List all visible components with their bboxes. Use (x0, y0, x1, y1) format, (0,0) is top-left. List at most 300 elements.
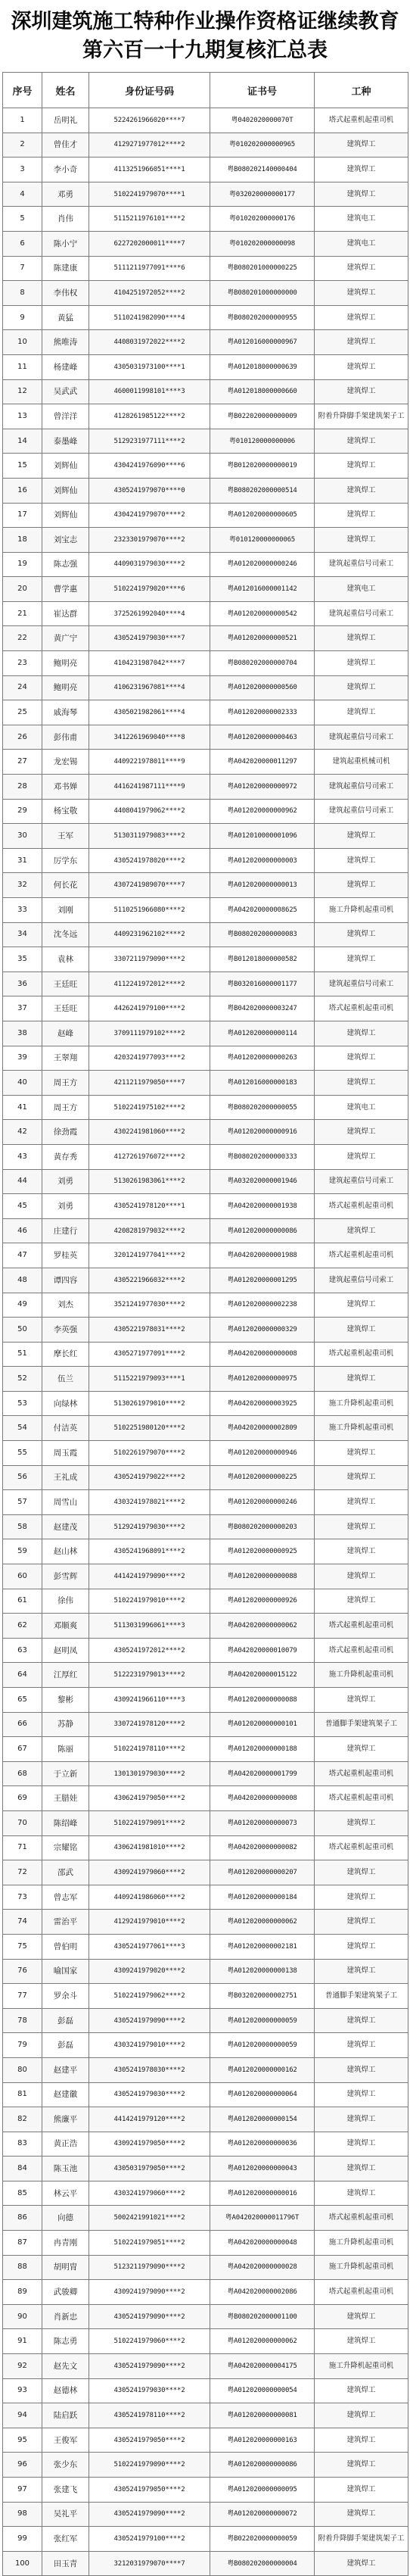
cell-job-type: 建筑焊工 (315, 1910, 408, 1935)
table-row (3, 1021, 408, 1046)
cell-certificate-number: 粤B080202000000203 (210, 1514, 315, 1539)
cell-index: 86 (3, 2206, 42, 2231)
table-row (3, 305, 408, 330)
table-row (3, 133, 408, 157)
cell-job-type: 建筑焊工 (315, 2107, 408, 2132)
table-row (3, 379, 408, 404)
cell-job-type: 建筑焊工 (315, 1885, 408, 1910)
cell-index: 70 (3, 1810, 42, 1835)
cell-job-type: 建筑焊工 (315, 1071, 408, 1096)
cell-index: 46 (3, 1218, 42, 1243)
table-row (3, 2057, 408, 2082)
cell-name: 王军 (42, 824, 89, 849)
cell-job-type: 建筑焊工 (315, 1144, 408, 1169)
table-row (3, 2181, 408, 2206)
cell-certificate-number: 粤B080202000000333 (210, 1144, 315, 1169)
cell-job-type: 建筑焊工 (315, 1737, 408, 1762)
cell-id-number: 3725261992040****4 (89, 601, 210, 626)
cell-index: 43 (3, 1144, 42, 1169)
cell-index: 55 (3, 1441, 42, 1466)
cell-index: 44 (3, 1169, 42, 1194)
cell-index: 92 (3, 2354, 42, 2379)
cell-name: 赵山林 (42, 1539, 89, 1564)
cell-id-number: 4106231967081****4 (89, 675, 210, 700)
cell-index: 22 (3, 626, 42, 651)
cell-index: 75 (3, 1934, 42, 1959)
cell-name: 熊廉平 (42, 2107, 89, 2132)
cell-id-number: 4305241968091****2 (89, 1539, 210, 1564)
cell-index: 12 (3, 379, 42, 404)
table-row (3, 1910, 408, 1935)
cell-certificate-number: 粤A012020000000605 (210, 503, 315, 528)
cell-id-number: 4600011998101****3 (89, 379, 210, 404)
table-row (3, 2231, 408, 2256)
cell-job-type: 建筑焊工 (315, 429, 408, 454)
cell-certificate-number: 粤A012020000000054 (210, 2378, 315, 2403)
cell-job-type: 建筑焊工 (315, 330, 408, 355)
cell-certificate-number: 粤A012020000000086 (210, 1218, 315, 1243)
cell-index: 19 (3, 552, 42, 577)
cell-index: 32 (3, 873, 42, 898)
table-row (3, 1614, 408, 1639)
cell-job-type: 建筑焊工 (315, 848, 408, 873)
cell-job-type: 附着升降脚手架建筑架子工 (315, 2527, 408, 2552)
cell-index: 82 (3, 2107, 42, 2132)
cell-name: 冉青刚 (42, 2231, 89, 2256)
table-row (3, 1934, 408, 1959)
cell-name: 徐伟 (42, 1589, 89, 1614)
cell-job-type: 建筑焊工 (315, 2478, 408, 2503)
table-row (3, 2378, 408, 2403)
table-row (3, 971, 408, 996)
cell-index: 72 (3, 1860, 42, 1885)
cell-certificate-number: 粤A012020000000163 (210, 2428, 315, 2453)
cell-index: 64 (3, 1663, 42, 1688)
table-row (3, 1835, 408, 1860)
cell-certificate-number: 粤A042020000015122 (210, 1663, 315, 1688)
cell-job-type: 建筑电工 (315, 231, 408, 256)
table-row (3, 996, 408, 1021)
cell-name: 向绿林 (42, 1391, 89, 1416)
cell-name: 戚海琴 (42, 700, 89, 725)
cell-job-type: 建筑焊工 (315, 1539, 408, 1564)
cell-index: 76 (3, 1959, 42, 1984)
cell-name: 李小奇 (42, 157, 89, 182)
table-row (3, 1959, 408, 1984)
cell-job-type: 建筑起重信号司索工 (315, 971, 408, 996)
cell-index: 38 (3, 1021, 42, 1046)
cell-index: 13 (3, 404, 42, 429)
cell-id-number: 4414241979090****2 (89, 1564, 210, 1589)
cell-index: 25 (3, 700, 42, 725)
cell-certificate-number: 粤A042020000000062 (210, 1614, 315, 1639)
table-row (3, 231, 408, 256)
table-row (3, 503, 408, 528)
cell-id-number: 5102251980120****2 (89, 1416, 210, 1441)
cell-name: 赵建茂 (42, 1514, 89, 1539)
table-row (3, 157, 408, 182)
title-line-2: 第六百一十九期复核汇总表 (82, 38, 328, 62)
cell-name: 李伟权 (42, 281, 89, 306)
cell-index: 67 (3, 1737, 42, 1762)
cell-index: 28 (3, 775, 42, 800)
cell-id-number: 5130261983061****2 (89, 1169, 210, 1194)
table-row (3, 1169, 408, 1194)
cell-certificate-number: 粤A042020000000048 (210, 2231, 315, 2256)
cell-index: 95 (3, 2428, 42, 2453)
cell-index: 16 (3, 478, 42, 503)
cell-index: 24 (3, 675, 42, 700)
cell-index: 2 (3, 133, 42, 157)
cell-job-type: 建筑焊工 (315, 2132, 408, 2157)
cell-certificate-number: 粤010202000000965 (210, 133, 315, 157)
cell-name: 陈志勇 (42, 2329, 89, 2354)
cell-id-number: 4305271977091****2 (89, 1342, 210, 1367)
cell-name: 曾洋洋 (42, 404, 89, 429)
cell-certificate-number: 粤A042020000008625 (210, 898, 315, 923)
cell-certificate-number: 粤A012020000000072 (210, 2502, 315, 2527)
table-row (3, 2527, 408, 2552)
cell-id-number: 6227202000011****7 (89, 231, 210, 256)
cell-id-number: 5110251966080****2 (89, 898, 210, 923)
cell-certificate-number: 粤A042020000000008 (210, 1342, 315, 1367)
cell-certificate-number: 粤B022020000000059 (210, 2527, 315, 2552)
cell-index: 9 (3, 305, 42, 330)
cell-id-number: 4302241981060****2 (89, 1120, 210, 1145)
cell-certificate-number: 粤B080202000001100 (210, 2304, 315, 2329)
header-index: 序号 (3, 73, 42, 108)
cell-name: 崔达群 (42, 601, 89, 626)
cell-id-number: 4305021982061****4 (89, 700, 210, 725)
cell-name: 付洁英 (42, 1416, 89, 1441)
cell-id-number: 5102241979060****2 (89, 2329, 210, 2354)
table-row (3, 799, 408, 824)
cell-name: 刘辉仙 (42, 478, 89, 503)
table-header-row (3, 73, 408, 108)
cell-job-type: 建筑起重机械司机 (315, 750, 408, 775)
cell-job-type: 普通脚手架建筑架子工 (315, 1984, 408, 2009)
cell-name: 刘宝志 (42, 528, 89, 553)
cell-certificate-number: 粤B032020000002751 (210, 1984, 315, 2009)
cell-job-type: 塔式起重机起重司机 (315, 1835, 408, 1860)
cell-id-number: 4303241979060****2 (89, 2181, 210, 2206)
header-name: 姓名 (42, 73, 89, 108)
cell-job-type: 建筑焊工 (315, 947, 408, 972)
cell-index: 73 (3, 1885, 42, 1910)
cell-index: 6 (3, 231, 42, 256)
cell-job-type: 建筑焊工 (315, 1318, 408, 1343)
cell-name: 刘刚 (42, 898, 89, 923)
table-row (3, 2403, 408, 2428)
cell-name: 赵德林 (42, 2378, 89, 2403)
cell-name: 喻国家 (42, 1959, 89, 1984)
cell-id-number: 4129271977012****2 (89, 133, 210, 157)
title-line-1: 深圳建筑施工特种作业操作资格证继续教育 (11, 9, 399, 33)
cell-index: 17 (3, 503, 42, 528)
cell-job-type: 建筑起重信号司索工 (315, 552, 408, 577)
cell-job-type: 建筑焊工 (315, 1046, 408, 1071)
table-row (3, 873, 408, 898)
table-row (3, 429, 408, 454)
cell-certificate-number: 粤A012020000000064 (210, 2082, 315, 2107)
cell-name: 吴礼平 (42, 2502, 89, 2527)
cell-index: 71 (3, 1835, 42, 1860)
cell-job-type: 建筑起重信号司索工 (315, 601, 408, 626)
cell-name: 袁林 (42, 947, 89, 972)
cell-job-type: 建筑焊工 (315, 2008, 408, 2033)
cell-index: 41 (3, 1095, 42, 1120)
header-job-type: 工种 (315, 73, 408, 108)
cell-id-number: 4128261985122****2 (89, 404, 210, 429)
cell-name: 吴武武 (42, 379, 89, 404)
cell-index: 81 (3, 2082, 42, 2107)
cell-id-number: 4305241977061****3 (89, 1934, 210, 1959)
cell-job-type: 建筑焊工 (315, 1564, 408, 1589)
cell-id-number: 4305031979050****2 (89, 2157, 210, 2181)
cell-job-type: 建筑焊工 (315, 454, 408, 479)
cell-certificate-number: 粤B012020000000019 (210, 454, 315, 479)
cell-certificate-number: 粤B032016000001177 (210, 971, 315, 996)
table-row (3, 1095, 408, 1120)
cell-certificate-number: 粤A012020000002238 (210, 1293, 315, 1318)
cell-name: 彭伟甫 (42, 725, 89, 750)
cell-index: 1 (3, 108, 42, 133)
cell-index: 35 (3, 947, 42, 972)
cell-id-number: 5115221979093****1 (89, 1367, 210, 1392)
table-row (3, 354, 408, 379)
cell-job-type: 建筑焊工 (315, 1860, 408, 1885)
cell-id-number: 4408031972022****2 (89, 330, 210, 355)
cell-certificate-number: 粤A012020000000246 (210, 1490, 315, 1515)
cell-id-number: 5111211977091****6 (89, 256, 210, 281)
table-row (3, 2304, 408, 2329)
cell-certificate-number: 粤B080201000000000 (210, 281, 315, 306)
cell-index: 63 (3, 1638, 42, 1663)
cell-name: 伍兰 (42, 1367, 89, 1392)
table-row (3, 1514, 408, 1539)
document-title (2, 0, 408, 72)
table-row (3, 2107, 408, 2132)
cell-name: 肖新忠 (42, 2304, 89, 2329)
table-row (3, 1367, 408, 1392)
cell-index: 90 (3, 2304, 42, 2329)
cell-certificate-number: 粤A012020000000225 (210, 1465, 315, 1490)
cell-certificate-number: 粤A012020000000013 (210, 873, 315, 898)
cell-certificate-number: 粤A012020000000062 (210, 2329, 315, 2354)
cell-name: 陆启跃 (42, 2403, 89, 2428)
table-row (3, 2082, 408, 2107)
cell-certificate-number: 粤B042020000003247 (210, 996, 315, 1021)
cell-id-number: 5002421991021****2 (89, 2206, 210, 2231)
table-row (3, 1268, 408, 1293)
cell-certificate-number: 粤A042020000002809 (210, 1416, 315, 1441)
cell-index: 11 (3, 354, 42, 379)
cell-id-number: 4309241979090****2 (89, 2280, 210, 2305)
table-row (3, 775, 408, 800)
cell-index: 51 (3, 1342, 42, 1367)
cell-job-type: 建筑电工 (315, 577, 408, 602)
cell-certificate-number: 粤A012020000000263 (210, 1046, 315, 1071)
cell-certificate-number: 粤A012020000001295 (210, 1268, 315, 1293)
table-row (3, 1490, 408, 1515)
cell-name: 庄建行 (42, 1218, 89, 1243)
cell-job-type: 附着升降脚手架建筑架子工 (315, 404, 408, 429)
cell-certificate-number: 粤B080201000000225 (210, 256, 315, 281)
table-row (3, 848, 408, 873)
cell-index: 5 (3, 207, 42, 232)
cell-name: 黄广宁 (42, 626, 89, 651)
cell-job-type: 建筑焊工 (315, 133, 408, 157)
cell-id-number: 5102241979010****2 (89, 1589, 210, 1614)
cell-index: 65 (3, 1688, 42, 1713)
cell-index: 29 (3, 799, 42, 824)
cell-job-type: 建筑焊工 (315, 1959, 408, 1984)
cell-id-number: 5102241979090****2 (89, 2453, 210, 2478)
cell-job-type: 建筑焊工 (315, 626, 408, 651)
cell-certificate-number: 粤A042020000002086 (210, 2280, 315, 2305)
cell-certificate-number: 粤A012020000000542 (210, 601, 315, 626)
cell-certificate-number: 粤A042020000001799 (210, 1761, 315, 1786)
cell-id-number: 1301301979030****2 (89, 1761, 210, 1786)
cell-name: 周王方 (42, 1095, 89, 1120)
cell-job-type: 建筑焊工 (315, 1490, 408, 1515)
cell-id-number: 4305221966032****2 (89, 1268, 210, 1293)
cell-certificate-number: 粤A012016000000183 (210, 1071, 315, 1096)
cell-certificate-number: 粤A012018000000639 (210, 354, 315, 379)
cell-index: 77 (3, 1984, 42, 2009)
cell-certificate-number: 粤A012020000000246 (210, 552, 315, 577)
cell-job-type: 施工升降机起重司机 (315, 898, 408, 923)
header-certificate-number: 证书号 (210, 73, 315, 108)
cell-job-type: 建筑焊工 (315, 2033, 408, 2058)
cell-job-type: 建筑电工 (315, 207, 408, 232)
cell-id-number: 5102241975102****2 (89, 1095, 210, 1120)
cell-id-number: 4203241977093****2 (89, 1046, 210, 1071)
cell-certificate-number: 粤A012020000000088 (210, 1688, 315, 1713)
cell-id-number: 4304241979070****2 (89, 503, 210, 528)
cell-job-type: 建筑焊工 (315, 675, 408, 700)
table-row (3, 1194, 408, 1219)
cell-index: 74 (3, 1910, 42, 1935)
cell-job-type: 塔式起重机起重司机 (315, 1761, 408, 1786)
table-row (3, 1663, 408, 1688)
cell-index: 85 (3, 2181, 42, 2206)
cell-name: 岳明礼 (42, 108, 89, 133)
cell-name: 沈冬远 (42, 922, 89, 947)
table-row (3, 330, 408, 355)
cell-id-number: 4309241979060****2 (89, 1860, 210, 1885)
table-row (3, 207, 408, 232)
cell-index: 99 (3, 2527, 42, 2552)
cell-name: 黄猛 (42, 305, 89, 330)
cell-job-type: 建筑电工 (315, 1095, 408, 1120)
table-row (3, 1860, 408, 1885)
cell-name: 王廷旺 (42, 996, 89, 1021)
cell-job-type: 建筑焊工 (315, 2181, 408, 2206)
header-id-number: 身份证号码 (89, 73, 210, 108)
cell-index: 14 (3, 429, 42, 454)
cell-name: 鲍明亮 (42, 675, 89, 700)
cell-name: 周王方 (42, 1071, 89, 1096)
cell-index: 83 (3, 2132, 42, 2157)
table-row (3, 577, 408, 602)
cell-id-number: 5102241979051****2 (89, 2231, 210, 2256)
cell-job-type: 建筑焊工 (315, 2329, 408, 2354)
cell-id-number: 5224261966020****7 (89, 108, 210, 133)
cell-certificate-number: 粤A042020000001938 (210, 1194, 315, 1219)
cell-name: 泰墨峰 (42, 429, 89, 454)
cell-certificate-number: 粤A042020000004175 (210, 2354, 315, 2379)
cell-job-type: 建筑焊工 (315, 1465, 408, 1490)
table-row (3, 1761, 408, 1786)
cell-index: 61 (3, 1589, 42, 1614)
table-row (3, 478, 408, 503)
table-row (3, 2329, 408, 2354)
cell-id-number: 5115211976101****2 (89, 207, 210, 232)
cell-id-number: 4305241979050****2 (89, 2428, 210, 2453)
cell-id-number: 4309241979050****2 (89, 2132, 210, 2157)
cell-name: 刘勇 (42, 1169, 89, 1194)
cell-id-number: 3212031979070****7 (89, 2551, 210, 2576)
cell-index: 42 (3, 1120, 42, 1145)
cell-name: 鲍明亮 (42, 651, 89, 676)
cell-index: 68 (3, 1761, 42, 1786)
cell-id-number: 4208281979032****2 (89, 1218, 210, 1243)
cell-name: 王腊娃 (42, 1786, 89, 1811)
cell-index: 31 (3, 848, 42, 873)
cell-name: 刘勇 (42, 1194, 89, 1219)
cell-job-type: 建筑焊工 (315, 379, 408, 404)
summary-table (2, 72, 408, 2576)
cell-job-type: 塔式起重机起重司机 (315, 108, 408, 133)
cell-id-number: 4305241978110****2 (89, 2403, 210, 2428)
table-row (3, 404, 408, 429)
cell-job-type: 塔式起重机起重司机 (315, 1243, 408, 1268)
cell-job-type: 建筑起重信号司索工 (315, 799, 408, 824)
cell-name: 林云平 (42, 2181, 89, 2206)
cell-certificate-number: 粤010120000000006 (210, 429, 315, 454)
cell-id-number: 4104251972052****2 (89, 281, 210, 306)
cell-name: 邵武 (42, 1860, 89, 1885)
cell-name: 罗余斗 (42, 1984, 89, 2009)
table-body (3, 108, 408, 2576)
cell-name: 苏静 (42, 1712, 89, 1737)
cell-name: 何长花 (42, 873, 89, 898)
cell-name: 刘辉仙 (42, 503, 89, 528)
cell-name: 肖伟 (42, 207, 89, 232)
cell-name: 彭磊 (42, 2033, 89, 2058)
cell-index: 48 (3, 1268, 42, 1293)
cell-certificate-number: 粤B080202000000955 (210, 305, 315, 330)
table-row (3, 675, 408, 700)
cell-id-number: 4305241979090****2 (89, 2354, 210, 2379)
cell-name: 陈绍峰 (42, 1810, 89, 1835)
cell-certificate-number: 粤A012020000000062 (210, 1910, 315, 1935)
cell-job-type: 建筑焊工 (315, 1218, 408, 1243)
cell-certificate-number: 粤A012020000000329 (210, 1318, 315, 1343)
table-row (3, 2206, 408, 2231)
cell-id-number: 2323301979070****2 (89, 528, 210, 553)
cell-id-number: 4408041979062****2 (89, 799, 210, 824)
cell-name: 邓书婵 (42, 775, 89, 800)
cell-job-type: 建筑焊工 (315, 1934, 408, 1959)
cell-certificate-number: 粤A042020000010079 (210, 1638, 315, 1663)
table-row (3, 947, 408, 972)
table-row (3, 725, 408, 750)
cell-index: 40 (3, 1071, 42, 1096)
table-row (3, 922, 408, 947)
cell-job-type: 建筑焊工 (315, 503, 408, 528)
